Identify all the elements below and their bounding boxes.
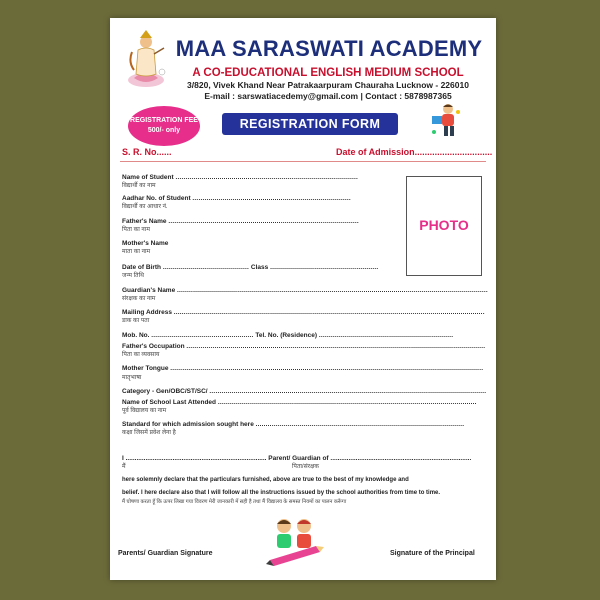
parent-signature-label: Parents/ Guardian Signature	[118, 550, 213, 557]
registration-form-title: REGISTRATION FORM	[222, 113, 398, 135]
registration-form-sheet	[110, 18, 496, 580]
field-father-occupation[interactable]	[122, 343, 485, 351]
field-hindi: मातृभाषा	[122, 375, 142, 381]
principal-signature-label: Signature of the Principal	[390, 550, 475, 557]
school-type: A CO-EDUCATIONAL ENGLISH MEDIUM SCHOOL	[192, 67, 464, 79]
children-pencil-icon	[266, 516, 324, 568]
field-dots: ...........................................................................................	[175, 174, 359, 181]
declaration-line-1: here solemnly declare that the particulars furnished, above are true to the best of my knowledge and	[122, 477, 409, 483]
field-date-of-birth[interactable]	[122, 264, 378, 272]
field-hindi: पिता का नाम	[122, 227, 150, 233]
field-label: Name of Student	[122, 174, 174, 181]
declaration-hindi: मैं घोषणा करता हूँ कि ऊपर लिखा गया विवरण मेरी जानकारी में सही है तथा मैं विद्यालय के समस्त नियमों का पालन करूँगा	[122, 499, 347, 505]
declaration-line-2: belief. I here declare also that I will follow all the instructions issued by the school authorities from time to time.	[122, 490, 441, 496]
field-dots: .....................................................................................................................................................	[186, 343, 486, 350]
field-hindi: डाक का पता	[122, 318, 150, 324]
field-label: Father's Name	[122, 218, 167, 225]
field-mother-tongue[interactable]	[122, 365, 483, 373]
field-standard-sought[interactable]	[122, 421, 464, 429]
photo-box[interactable]	[406, 176, 482, 276]
field-category[interactable]	[122, 388, 486, 396]
field-dots: ........................................................................................................	[255, 421, 465, 428]
fee-badge-line2: 500/- only	[147, 127, 181, 134]
field-label: Aadhar No. of Student	[122, 195, 191, 202]
field-hindi: पूर्व विद्यालय का नाम	[122, 408, 167, 414]
field-dots: ..........................................................................................................................................	[209, 388, 487, 395]
field-dots: ...........................................................................................................................................................	[173, 309, 485, 316]
field-label: Mother's Name	[122, 240, 169, 247]
kids-icon	[428, 102, 462, 140]
field-dots: .................................................................................................................................	[217, 399, 477, 406]
field-label: Mailing Address	[122, 309, 172, 316]
field-hindi: माता का नाम	[122, 249, 151, 255]
field-dots-tel: ...................................................................	[318, 332, 454, 339]
field-dots: ...............................................................................	[192, 195, 351, 202]
guardian-hindi-right: पिता/संरक्षक	[292, 464, 320, 470]
admission-date[interactable]: Date of Admission...............................	[336, 147, 493, 157]
field-label: Mother Tongue	[122, 365, 169, 372]
field-guardian-name[interactable]	[122, 287, 488, 295]
fee-badge-line1: REGISTRATION FEE	[130, 117, 198, 124]
field-dots: ...........................................................................................................................................................	[177, 287, 488, 294]
field-label-tel: Tel. No. (Residence)	[255, 332, 318, 339]
field-hindi: पिता का व्यवसाय	[122, 352, 160, 358]
field-hindi: जन्म तिथि	[122, 273, 144, 279]
field-label: Guardian's Name	[122, 287, 176, 294]
field-hindi: विद्यार्थी का आधार नं.	[122, 204, 168, 210]
field-label: Father's Occupation	[122, 343, 185, 350]
field-last-school[interactable]	[122, 399, 477, 407]
field-label-class: Class	[250, 264, 269, 271]
academy-name: MAA SARASWATI ACADEMY	[175, 36, 483, 61]
field-mobile-number[interactable]	[122, 332, 453, 340]
field-student-name[interactable]	[122, 174, 358, 182]
photo-label: PHOTO	[419, 217, 469, 233]
saraswati-logo-icon	[124, 28, 168, 90]
field-hindi: विद्यार्थी का नाम	[122, 183, 156, 189]
registration-fee-badge	[128, 106, 200, 146]
field-dots: ...............................................................................................	[168, 218, 359, 225]
field-dots-class: ......................................................	[270, 264, 379, 271]
field-label: Date of Birth	[122, 264, 161, 271]
field-label: Name of School Last Attended	[122, 399, 217, 406]
field-mailing-address[interactable]	[122, 309, 485, 317]
school-contact: E-mail : sarswatiacedemy@gmail.com | Contact : 5878987365	[204, 91, 452, 101]
field-dots: ...................................................	[151, 332, 254, 339]
field-hindi: कक्षा जिसमें प्रवेश लेना है	[122, 430, 176, 436]
field-father-name[interactable]	[122, 218, 359, 226]
field-dots: ............................................................................................................................................................	[170, 365, 484, 372]
sr-number[interactable]: S. R. No......	[122, 147, 172, 157]
field-mother-name[interactable]	[122, 240, 168, 248]
header-divider	[120, 161, 486, 162]
field-label: Mob. No.	[122, 332, 150, 339]
field-hindi: संरक्षक का नाम	[122, 296, 156, 302]
field-aadhar[interactable]	[122, 195, 351, 203]
field-label: Standard for which admission sought here	[122, 421, 254, 428]
guardian-hindi-left: मैं	[122, 464, 126, 470]
field-dots: ...........................................	[162, 264, 250, 271]
field-label: Category - Gen/OBC/ST/SC/	[122, 388, 208, 395]
guardian-line[interactable]: I .............................................................................. Parent/ Guardian of ..............................................................................	[122, 455, 472, 462]
school-address: 3/820, Vivek Khand Near Patrakaarpuram Chauraha Lucknow - 226010	[187, 80, 469, 90]
